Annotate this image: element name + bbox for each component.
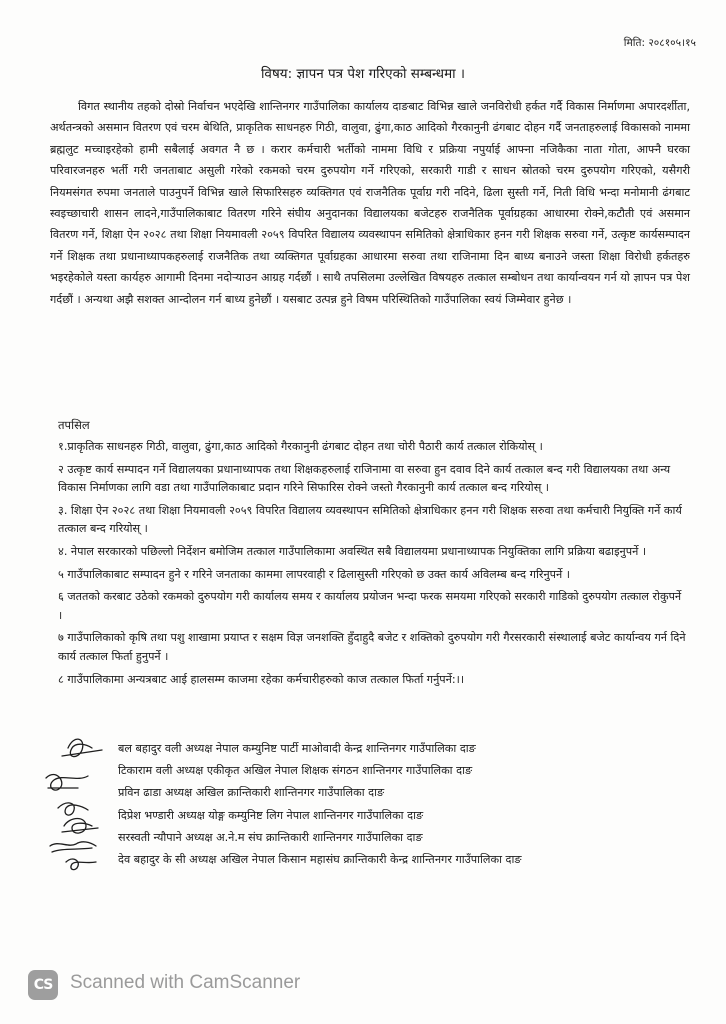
signatory-line: टिकाराम वली अध्यक्ष एकीकृत अखिल नेपाल शिक्षक संगठन शान्तिनगर गाउँपालिका दाङ (118, 764, 473, 778)
letter-date: मिति: २०८१०५।१५ (623, 37, 696, 49)
demand-item: १.प्राकृतिक साधनहरु गिठी, वालुवा, ढुंगा,काठ आदिको गैरकानुनी ढंगबाट दोहन तथा चोरी पैठारी कार्य तत्काल रोकियोस् । (58, 440, 543, 453)
signature-5 (50, 842, 96, 852)
scanner-watermark-text: Scanned with CamScanner (70, 972, 301, 993)
demand-item: २ उत्कृष्ट कार्य सम्पादन गर्ने विद्यालयका प्रधानाध्यापक तथा शिक्षकहरुलाई राजिनामा वा सरुवा हुन दवाव दिने कार्य तत्काल बन्द गरी विद्यालयका तथा अन्य विकास निर्माणका लागि वडा तथा गाउँपालिकाबाट प्रदान गरिने सिफारिस रोक्ने जस्तो गैरकानुनी कार्य तत्काल बन्द गरियोस् । (58, 462, 671, 495)
demand-item: ७ गाउँपालिकाको कृषि तथा पशु शाखामा प्रयाप्त र सक्षम विज्ञ जनशक्ति हुँदाहुदै बजेट र शक्तिको दुरुपयोग गरी गैरसरकारी संस्थालाई बजेट कार्यान्वय गर्न दिने कार्य तत्काल फिर्ता हुनुपर्ने । (58, 631, 686, 663)
signature-1 (62, 739, 102, 756)
signature-4 (62, 819, 98, 834)
handwritten-signatures (38, 728, 128, 878)
annex-title: तपसिल (58, 418, 90, 432)
signatories-list (118, 738, 686, 871)
demands-list (58, 438, 686, 693)
demand-item: ५ गाउँपालिकाबाट सम्पादन हुने र गरिने जनताका काममा लापरवाही र ढिलासुस्ती गरिएको छ उक्त कार्य अविलम्ब बन्द गरिनुपर्ने । (58, 567, 571, 581)
signature-6 (66, 859, 96, 870)
signatory-line: देव बहादुर के सी अध्यक्ष अखिल नेपाल किसान महासंघ क्रान्तिकारी केन्द्र शान्तिनगर गाउँपालिका दाङ (118, 853, 522, 867)
signatory-line: बल बहादुर वली अध्यक्ष नेपाल कम्युनिष्ट पार्टी माओवादी केन्द्र शान्तिनगर गाउँपालिका दाङ (118, 742, 476, 755)
demand-item: ६ जततको करबाट उठेको रकमको दुरुपयोग गरी कार्यालय समय र कार्यालय प्रयोजन भन्दा फरक समयमा गरिएको सरकारी गाडिको दुरुपयोग तत्काल रोकुपर्ने । (58, 590, 682, 622)
letter-subject: विषय: ज्ञापन पत्र पेश गरिएको सम्बन्धमा । (260, 66, 466, 82)
letter-body: विगत स्थानीय तहको दोस्रो निर्वाचन भएदेखि शान्तिनगर गाउँपालिका कार्यालय दाङबाट विभिन्न खाले जनविरोधी हर्कत गर्दै विकास निर्माणमा अपारदर्शीता, अर्थतन्त्रको असमान वितरण एवं चरम बेथिति, प्राकृतिक साधनहरु गिठी, वालुवा, ढुंगा,काठ आदिको गैरकानुनी ढंगबाट दोहन गर्दै जनताहरुलाई विकासको नाममा ब्रह्मलुट मच्चाइरहेको हामी सबैलाई अवगत नै छ । करार कर्मचारी भर्तीको नाममा विधि र प्रक्रिया नपुर्याई आफ्ना नजिकैका नाता गोता, आफ्नै घरका परिवारजनहरु भर्ती गरी जनताबाट असुली गरेको रकमको चरम दुरुपयोग गर्ने गरिएको, सरकारी गाडी र साधन स्रोतको चरम दुरुपयोग गरिएको, यसैगरी नियमसंगत रुपमा जनताले पाउनुपर्ने विभिन्न खाले सिफारिसहरु व्यक्तिगत एवं राजनैतिक पूर्वाग्र गरी नदिने, ढिला सुस्ती गर्ने, निती विधि भन्दा मनोमानी ढंगबाट स्वइच्छाचारी शासन लादने,गाउँपालिकाबाट वितरण गरिने संघीय अनुदानका विद्यालयका बजेटहरु राजनैतिक पूर्वाग्रहका आधारमा रोक्ने,कटौती एवं असमान वितरण गर्ने, शिक्षा ऐन २०२८ तथा शिक्षा नियमावली २०५९ विपरित विद्यालय व्यवस्थापन समितिको क्षेत्राधिकार हनन गरी शिक्षक सरुवा गर्ने, उत्कृष्ट कार्यसम्पादन गर्ने शिक्षक तथा प्रधानाध्यापकहरुलाई राजनैतिक तथा व्यक्तिगत पूर्वाग्रहका आधारमा सरुवा तथा राजिनामा दिन बाध्य बनाउने जस्ता शिक्षा विरोधी हर्कतहरु भइरहेकोले यस्ता कार्यहरु आगामी दिनमा नदोर्‍याउन आग्रह गर्दछौं । साथै तपसिलमा उल्लेखित विषयहरु तत्काल सम्बोधन तथा कार्यान्वयन गर्न यो ज्ञापन पत्र पेश गर्दछौं । अन्यथा अझै सशक्त आन्दोलन गर्न बाध्य हुनेछौं । यसबाट उत्पन्न हुने विषम परिस्थितिको गाउँपालिका स्वयं जिम्मेवार हुनेछ । (50, 100, 691, 306)
demand-item: ४. नेपाल सरकारको पछिल्लो निर्देशन बमोजिम तत्काल गाउँपालिकामा अवस्थित सबै विद्यालयमा प्रधानाध्यापक नियुक्तिका लागि प्रक्रिया बढाइनुपर्ने । (58, 544, 647, 558)
signatory-line: दिप्रेश भण्डारी अध्यक्ष योङ्ग कम्युनिष्ट लिग नेपाल शान्तिनगर गाउँपालिका दाङ (118, 808, 424, 822)
signature-2 (46, 775, 88, 791)
camscanner-logo-icon: CS (28, 970, 58, 1000)
demand-item: ३. शिक्षा ऐन २०२८ तथा शिक्षा नियमावली २०५९ विपरित विद्यालय व्यवस्थापन समितिको क्षेत्राधिकार हनन गरी शिक्षक सरुवा तथा कर्मचारी नियुक्ति गर्ने कार्य तत्काल बन्द गरियोस् । (58, 503, 682, 536)
demand-item: ८ गाउँपालिकामा अन्यत्रबाट आई हालसम्म काजमा रहेका कर्मचारीहरुको काज तत्काल फिर्ता गर्नुपर्ने:।। (58, 672, 465, 686)
signatory-line: प्रविन ढाडा अध्यक्ष अखिल क्रान्तिकारी शान्तिनगर गाउँपालिका दाङ (118, 786, 385, 800)
signature-3 (58, 803, 88, 815)
signatory-line: सरस्वती न्यौपाने अध्यक्ष अ.ने.म संघ क्रान्तिकारी शान्तिनगर गाउँपालिका दाङ (118, 830, 423, 844)
